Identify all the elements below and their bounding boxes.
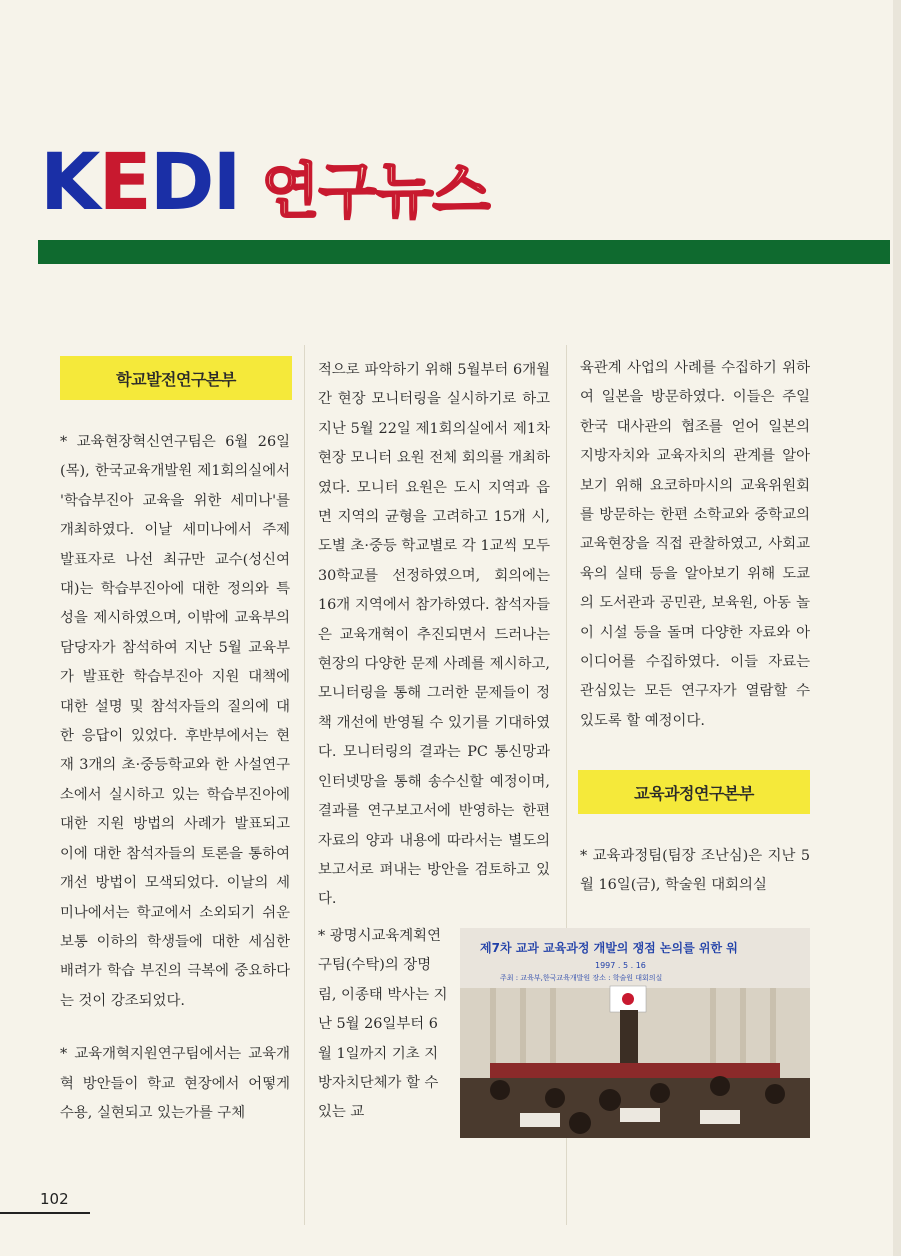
column-1 xyxy=(60,428,290,1152)
column-divider xyxy=(304,345,305,1225)
page-number: 102 xyxy=(40,1190,69,1208)
section-heading-curriculum: 교육과정연구본부 xyxy=(578,770,810,814)
banner-title: 제7차 교과 교육과정 개발의 쟁점 논의를 위한 워 xyxy=(480,941,738,955)
article-paragraph: 적으로 파악하기 위해 5월부터 6개월간 현장 모니터링을 실시하기로 하고 지난 5월 22일 제1회의실에서 제1차 현장 모니터 요원 전체 회의를 개최하였다. 모니터 요원은 도시 지역과 읍면 지역의 균형을 고려하고 15개 시, 도별 초·중등 학교별로 각 1교씩 모두 30학교를 선정하였으며, 회의에는 16개 지역에서 참가하였다. 참석자들은 교육개혁이 추진되면서 드러나는 현장의 다양한 문제 사례를 제시하고, 모니터링을 통해 그러한 문제들이 정책 개선에 반영될 수 있기를 기대하였다. 모니터링의 결과는 PC 통신망과 인터넷망을 통해 송수신할 예정이며, 결과를 연구보고서에 반영하는 한편 자료의 양과 내용에 따라서는 별도의 보고서로 펴내는 방안을 검토하고 있다. xyxy=(318,362,550,908)
column-3 xyxy=(580,354,810,760)
article-paragraph: * 교육개혁지원연구팀에서는 교육개혁 방안들이 학교 현장에서 어떻게 수용, 실현되고 있는가를 구체 xyxy=(60,1046,290,1121)
logo-letter-e: E xyxy=(98,138,150,228)
article-paragraph: * 교육과정팀(팀장 조난심)은 지난 5월 16일(금), 학술원 대회의실 xyxy=(580,848,810,894)
logo-letter-k: K xyxy=(40,138,99,228)
article-paragraph: * 교육현장혁신연구팀은 6월 26일(목), 한국교육개발원 제1회의실에서 '학습부진아 교육을 위한 세미나'를 개최하였다. 이날 세미나에서 주제 발표자로 나선 최규만 교수(성신여대)는 학습부진아에 대한 정의와 특성을 제시하였으며, 이밖에 교육부의 담당자가 참석하여 지난 5월 교육부가 발표한 학습부진아 지원 대책에 대한 설명 및 참석자들의 질의에 대한 응답이 있었다. 후반부에서는 현재 3개의 초·중등학교와 한 사설연구소에서 실시하고 있는 학습부진아에 대한 지원 방법의 사례가 발표되고 이에 대한 참석자들의 토론을 통하여 개선 방법이 모색되었다. 이날의 세미나에서는 학교에서 소외되기 쉬운 보통 이하의 학생들에 대한 세심한 배려가 학습 부진의 극복에 중요하다는 것이 강조되었다. xyxy=(60,434,290,1009)
seminar-photo-illustration xyxy=(460,928,810,1138)
section-heading-school-dev: 학교발전연구본부 xyxy=(60,356,292,400)
page-number-rule xyxy=(0,1212,90,1214)
banner-host: 주최 : 교육부,한국교육개발원 장소 : 학술원 대회의실 xyxy=(500,974,663,982)
podium-icon xyxy=(620,1010,638,1068)
kedi-logo xyxy=(40,138,240,228)
seminar-photo xyxy=(460,928,810,1138)
column-2 xyxy=(318,356,550,939)
page-header xyxy=(40,132,490,228)
page-edge xyxy=(893,0,901,1256)
article-paragraph: * 광명시교육계획연구팀(수탁)의 장명림, 이종태 박사는 지난 5월 26일부터 6월 1일까지 기초 지방자치단체가 할 수 있는 교 xyxy=(318,928,448,1121)
article-paragraph: 육관계 사업의 사례를 수집하기 위하여 일본을 방문하였다. 이들은 주일 한국 대사관의 협조를 얻어 일본의 지방자치와 교육자치의 관계를 알아보기 위해 요코하마시의 교육위원회를 방문하는 한편 소학교와 중학교의 교육현장을 직접 관찰하였고, 사회교육의 실태 등을 알아보기 위해 도쿄의 도서관과 공민관, 보육원, 아동 놀이 시설 등을 돌며 다양한 자료와 아이디어를 수집하였다. 이들 자료는 관심있는 모든 연구자가 열람할 수 있도록 할 예정이다. xyxy=(580,360,810,729)
page-title: 연구뉴스 xyxy=(261,157,490,227)
banner-date: 1997 . 5 . 16 xyxy=(595,961,646,970)
header-rule xyxy=(38,240,890,264)
logo-letters-di: DI xyxy=(149,138,240,228)
